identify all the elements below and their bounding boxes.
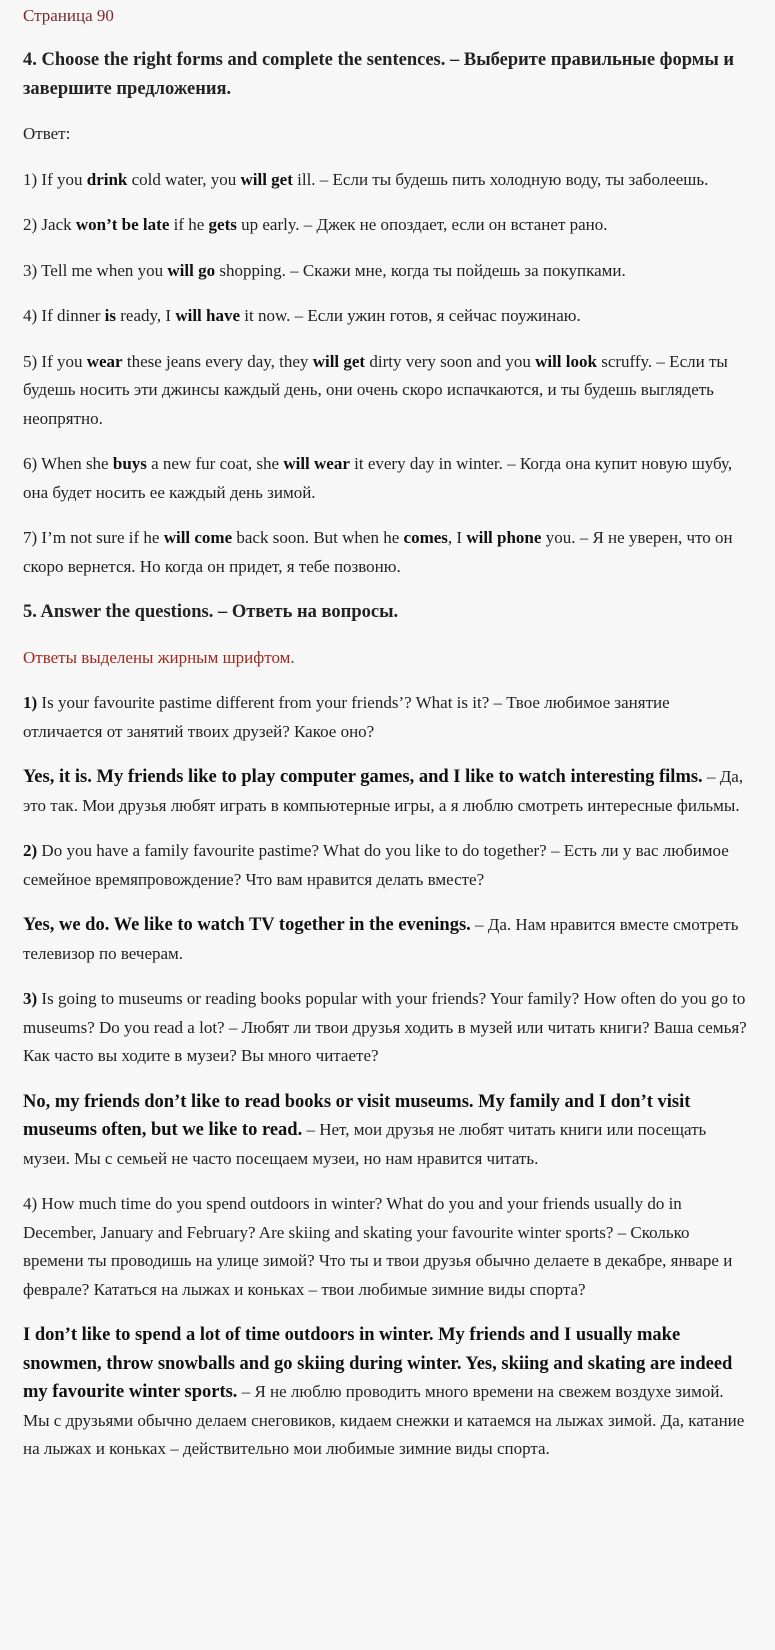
bold-text-run: 3) — [23, 989, 38, 1008]
exercise-4-item — [23, 348, 751, 434]
text-run: – Да, это так. Мои друзья любят играть в компьютерные игры, а я люблю смотреть интересные фильмы. — [23, 767, 744, 815]
bold-text-run: 2) — [23, 841, 38, 860]
answer — [23, 911, 751, 968]
question — [23, 985, 751, 1071]
exercise-4-item — [23, 302, 751, 331]
text-run: – Нет, мои друзья не любят читать книги или посещать музеи. Мы с семьей не часто посещаем музеи, но нам нравится читать. — [23, 1120, 707, 1168]
text-run: – Я не люблю проводить много времени на свежем воздухе зимой. Мы с друзьями обычно делаем снеговиков, кидаем снежки и катаемся на лыжах зимой. Да, катание на лыжах и коньках – действительно мои любимые зимние виды спорта. — [23, 1382, 745, 1458]
exercise-4-list — [23, 166, 751, 582]
text-run: back soon. But when he — [232, 528, 404, 547]
bold-text-run: gets — [208, 215, 237, 234]
text-run: scruffy. – Если ты будешь носить эти джинсы каждый день, они очень скоро испачкаются, и ты будешь выглядеть неопрятно. — [23, 351, 728, 428]
text-run: dirty very soon and you — [365, 351, 536, 371]
bold-text-run: Yes, it is. My friends like to play computer games, and I like to watch interesting films. — [23, 767, 703, 787]
text-run: 2) Jack — [23, 215, 76, 234]
text-run: Is going to museums or reading books popular with your friends? Your family? How often do you go to museums? Do you read a lot? – Любят ли твои друзья ходить в музей или читать книги? Ваша семья? Как часто вы ходите в музеи? Вы много читаете? — [23, 989, 747, 1065]
exercise-5-qa-list — [23, 689, 751, 1464]
text-run: 7) I’m not sure if he — [23, 528, 164, 547]
exercise-4-item — [23, 257, 751, 286]
bold-text-run: wear — [86, 351, 123, 371]
text-run: you. – Я не уверен, что он скоро вернется. Но когда он придет, я тебе позвоню. — [23, 528, 733, 576]
exercise-4-item — [23, 450, 751, 507]
text-run: shopping. – Скажи мне, когда ты пойдешь за покупками. — [215, 260, 626, 280]
bold-text-run: buys — [112, 454, 147, 473]
text-run: 4) How much time do you spend outdoors in winter? What do you and your friends usually do in December, January and February? Are skiing and skating your favourite winter sports? – Сколько времени ты проводишь на улице зимой? Что ты и твои друзья обычно делаете в декабре, январе и феврале? Кататься на лыжах и коньках – твои любимые зимние виды спорта? — [23, 1194, 733, 1299]
bold-text-run: won’t be late — [75, 215, 170, 234]
answer — [23, 763, 751, 820]
bold-text-run: No, my friends don’t like to read books or visit museums. My family and I don’t visit museums often, but we like to read. — [23, 1091, 691, 1140]
bold-text-run: is — [104, 306, 117, 325]
text-run: up early. – Джек не опоздает, если он встанет рано. — [236, 215, 608, 234]
bold-text-run: will look — [535, 351, 597, 371]
answer — [23, 1321, 751, 1464]
exercise-4-item — [23, 166, 751, 195]
bold-text-run: will get — [240, 169, 293, 189]
bold-text-run: drink — [86, 169, 128, 189]
text-run: 6) When she — [23, 454, 113, 473]
bold-text-run: I don’t like to spend a lot of time outdoors in winter. My friends and I usually make snowmen, throw snowballs and go skiing during winter. Yes, skiing and skating are indeed my favourite winter sports. — [23, 1325, 733, 1402]
page-number-label: Страница 90 — [23, 6, 114, 25]
bold-text-run: comes — [403, 528, 448, 547]
answer — [23, 1088, 751, 1174]
bold-text-run: 1) — [23, 693, 38, 712]
answers-bold-note: Ответы выделены жирным шрифтом. — [23, 647, 295, 667]
text-run: Do you have a family favourite pastime? What do you like to do together? – Есть ли у вас любимое семейное времяпровождение? Что вам нравится делать вместе? — [23, 841, 729, 889]
text-run: ill. – Если ты будешь пить холодную воду, ты заболеешь. — [292, 169, 709, 189]
exercise-5-heading: 5. Answer the questions. – Ответь на вопросы. — [23, 602, 399, 622]
text-run: a new fur coat, she — [146, 454, 284, 473]
bold-text-run: will wear — [283, 454, 350, 473]
bold-text-run: Yes, we do. We like to watch TV together in the evenings. — [23, 915, 471, 935]
bold-text-run: will go — [167, 260, 216, 280]
text-run: it every day in winter. – Когда она купит новую шубу, она будет носить ее каждый день зимой. — [23, 454, 733, 502]
text-run: – Да. Нам нравится вместе смотреть телевизор по вечерам. — [23, 915, 739, 963]
question — [23, 837, 751, 894]
exercise-4-heading: 4. Choose the right forms and complete the sentences. – Выберите правильные формы и завершите предложения. — [23, 50, 735, 99]
text-run: ready, I — [116, 306, 176, 325]
text-run: 1) If you — [23, 169, 87, 189]
bold-text-run: will get — [312, 351, 366, 371]
text-run: 4) If dinner — [23, 306, 105, 325]
bold-text-run: will phone — [466, 528, 542, 547]
text-run: 3) Tell me when you — [23, 260, 168, 280]
exercise-4-item — [23, 211, 751, 240]
bold-text-run: will have — [175, 306, 241, 325]
text-run: 5) If you — [23, 351, 87, 371]
text-run: these jeans every day, they — [122, 351, 313, 371]
question — [23, 1190, 751, 1304]
text-run: if he — [169, 215, 209, 234]
text-run: Is your favourite pastime different from your friends’? What is it? – Твое любимое занятие отличается от занятий твоих друзей? Какое оно? — [23, 693, 670, 741]
text-run: it now. – Если ужин готов, я сейчас поужинаю. — [240, 306, 581, 325]
question — [23, 689, 751, 746]
answer-label: Ответ: — [23, 124, 71, 143]
text-run: cold water, you — [127, 169, 241, 189]
text-run: , I — [447, 528, 467, 547]
exercise-4-item — [23, 524, 751, 581]
bold-text-run: will come — [163, 528, 233, 547]
